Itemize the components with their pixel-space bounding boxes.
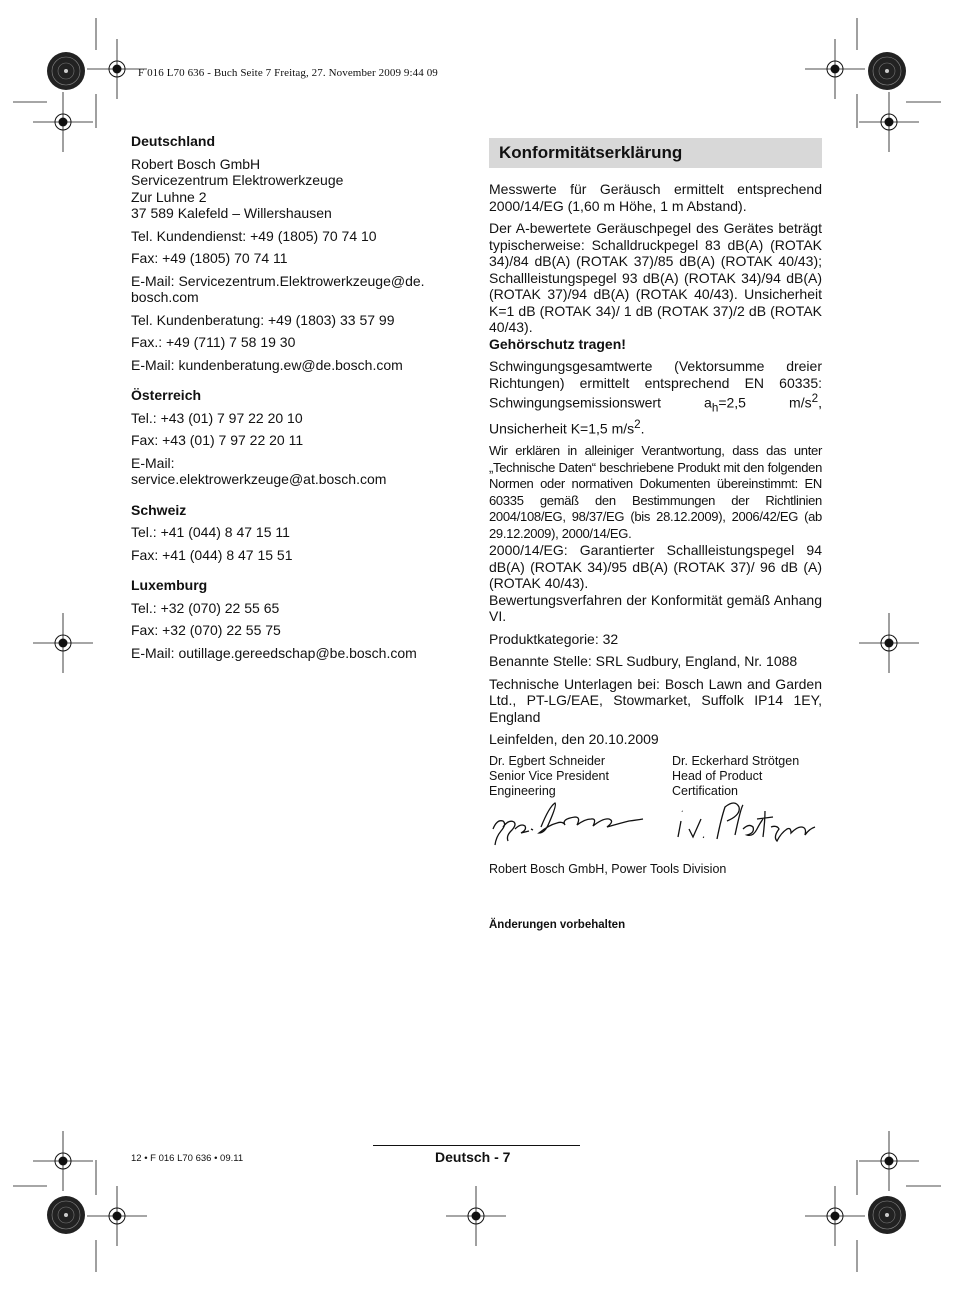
signer-2: Dr. Eckerhard Strötgen Head of Product Certification [672,753,800,798]
guaranteed-sound-power: 2000/14/EG: Garantierter Schallleistungspegel 94 dB(A) (ROTAK 34)/95 dB(A) (ROTAK 37)/ 96 dB (A) (ROTAK 40/43). [489,542,822,592]
declaration-column [489,138,822,934]
contact-group [131,577,451,661]
country-heading: Österreich [131,387,202,403]
contact-group [131,502,451,564]
contact-line: E-Mail: outillage.gereedschap@be.bosch.com [131,644,417,661]
conformity-statement: Wir erklären in alleiniger Verantwortung, dass das unter „Technische Daten“ beschriebene Produkt mit den folgenden Normen oder normativen Dokumenten übereinstimmt: EN 60335 gemäß den Bestimmungen der Richtlinien 2004/108/EG, 98/37/EG (bis 28.12.2009), 2006/42/EG (ab 29.12.2009), 2000/14/EG. [489,443,822,541]
contact-line: Tel.: +32 (070) 22 55 65 [131,599,280,616]
contact-group [131,387,451,488]
noise-level-text: Der A-bewertete Geräuschpegel des Gerätes beträgt typischerweise: Schalldruckpegel 83 dB(A) (ROTAK 34)/84 dB(A) (ROTAK 37)/85 dB(A) (ROTAK 40/43); Schallleistungspegel 93 dB(A) (ROTAK 34)/94 dB(A) (ROTAK 37)/94 dB(A) (ROTAK 40/43). Unsicherheit K=1 dB (ROTAK 34)/ 1 dB (ROTAK 37)/2 dB (ROTAK 40/43). [489,220,822,335]
section-title-bar [489,138,822,168]
print-header: F 016 L70 636 - Buch Seite 7 Freitag, 27. November 2009 9:44 09 [138,67,438,79]
section-title: Konformitätserklärung [499,143,683,162]
contact-line: E-Mail: kundenberatung.ew@de.bosch.com [131,356,403,373]
notified-body: Benannte Stelle: SRL Sudbury, England, Nr. 1088 [489,653,798,670]
signers [489,754,822,799]
contact-line: Tel.: +41 (044) 8 47 15 11 [131,524,290,540]
division-line: Robert Bosch GmbH, Power Tools Division [489,861,727,876]
country-heading: Schweiz [131,501,187,518]
contact-line: E-Mail: service.elektrowerkzeuge@at.bosch.com [131,454,387,487]
country-heading: Deutschland [131,133,216,149]
hearing-protection-note: Gehörschutz tragen! [489,335,626,352]
signatures [489,799,822,857]
contact-line: Tel. Kundenberatung: +49 (1803) 33 57 99 [131,311,395,328]
contact-line: Tel. Kundendienst: +49 (1805) 70 74 10 [131,227,377,244]
technical-documents: Technische Unterlagen bei: Bosch Lawn and Garden Ltd., PT-LG/EAE, Stowmarket, Suffolk IP14 1EY, England [489,675,822,725]
country-heading: Luxemburg [131,577,208,593]
contact-line: Fax: +43 (01) 7 97 22 20 11 [131,432,304,448]
noise-measurement-text: Messwerte für Geräusch ermittelt entsprechend 2000/14/EG (1,60 m Höhe, 1 m Abstand). [489,181,822,214]
contact-line: Fax.: +49 (711) 7 58 19 30 [131,334,296,350]
handwritten-signatures [489,799,822,857]
contact-line: E-Mail: Servicezentrum.Elektrowerkzeuge@de. bosch.com [131,272,425,305]
changes-reserved: Änderungen vorbehalten [489,919,626,932]
contact-line: Fax: +49 (1805) 70 74 11 [131,250,288,266]
contacts-column [131,133,451,675]
contact-line: Fax: +41 (044) 8 47 15 51 [131,546,293,563]
signer-1: Dr. Egbert Schneider Senior Vice President Engineering [489,753,609,798]
footer-code: 12 • F 016 L70 636 • 09.11 [131,1153,244,1164]
contact-group [131,133,451,373]
product-category: Produktkategorie: 32 [489,630,619,647]
place-date: Leinfelden, den 20.10.2009 [489,731,659,748]
contact-line: Robert Bosch GmbH Servicezentrum Elektrowerkzeuge Zur Luhne 2 37 589 Kalefeld – Willershausen [131,155,344,221]
assessment-procedure: Bewertungsverfahren der Konformität gemäß Anhang VI. [489,591,822,625]
contact-line: Fax: +32 (070) 22 55 75 [131,622,281,638]
footer-rule [373,1145,580,1146]
contact-line: Tel.: +43 (01) 7 97 22 20 10 [131,409,303,426]
page-number: Deutsch - 7 [435,1149,511,1165]
vibration-text: Schwingungsgesamtwerte (Vektorsumme dreier Richtungen) ermittelt entsprechend EN 60335: Schwingungsemissionswert $a_h=2,5$ $m/s^2$, Unsicherheit K=1,5 $m/s^2$. [489,358,822,437]
